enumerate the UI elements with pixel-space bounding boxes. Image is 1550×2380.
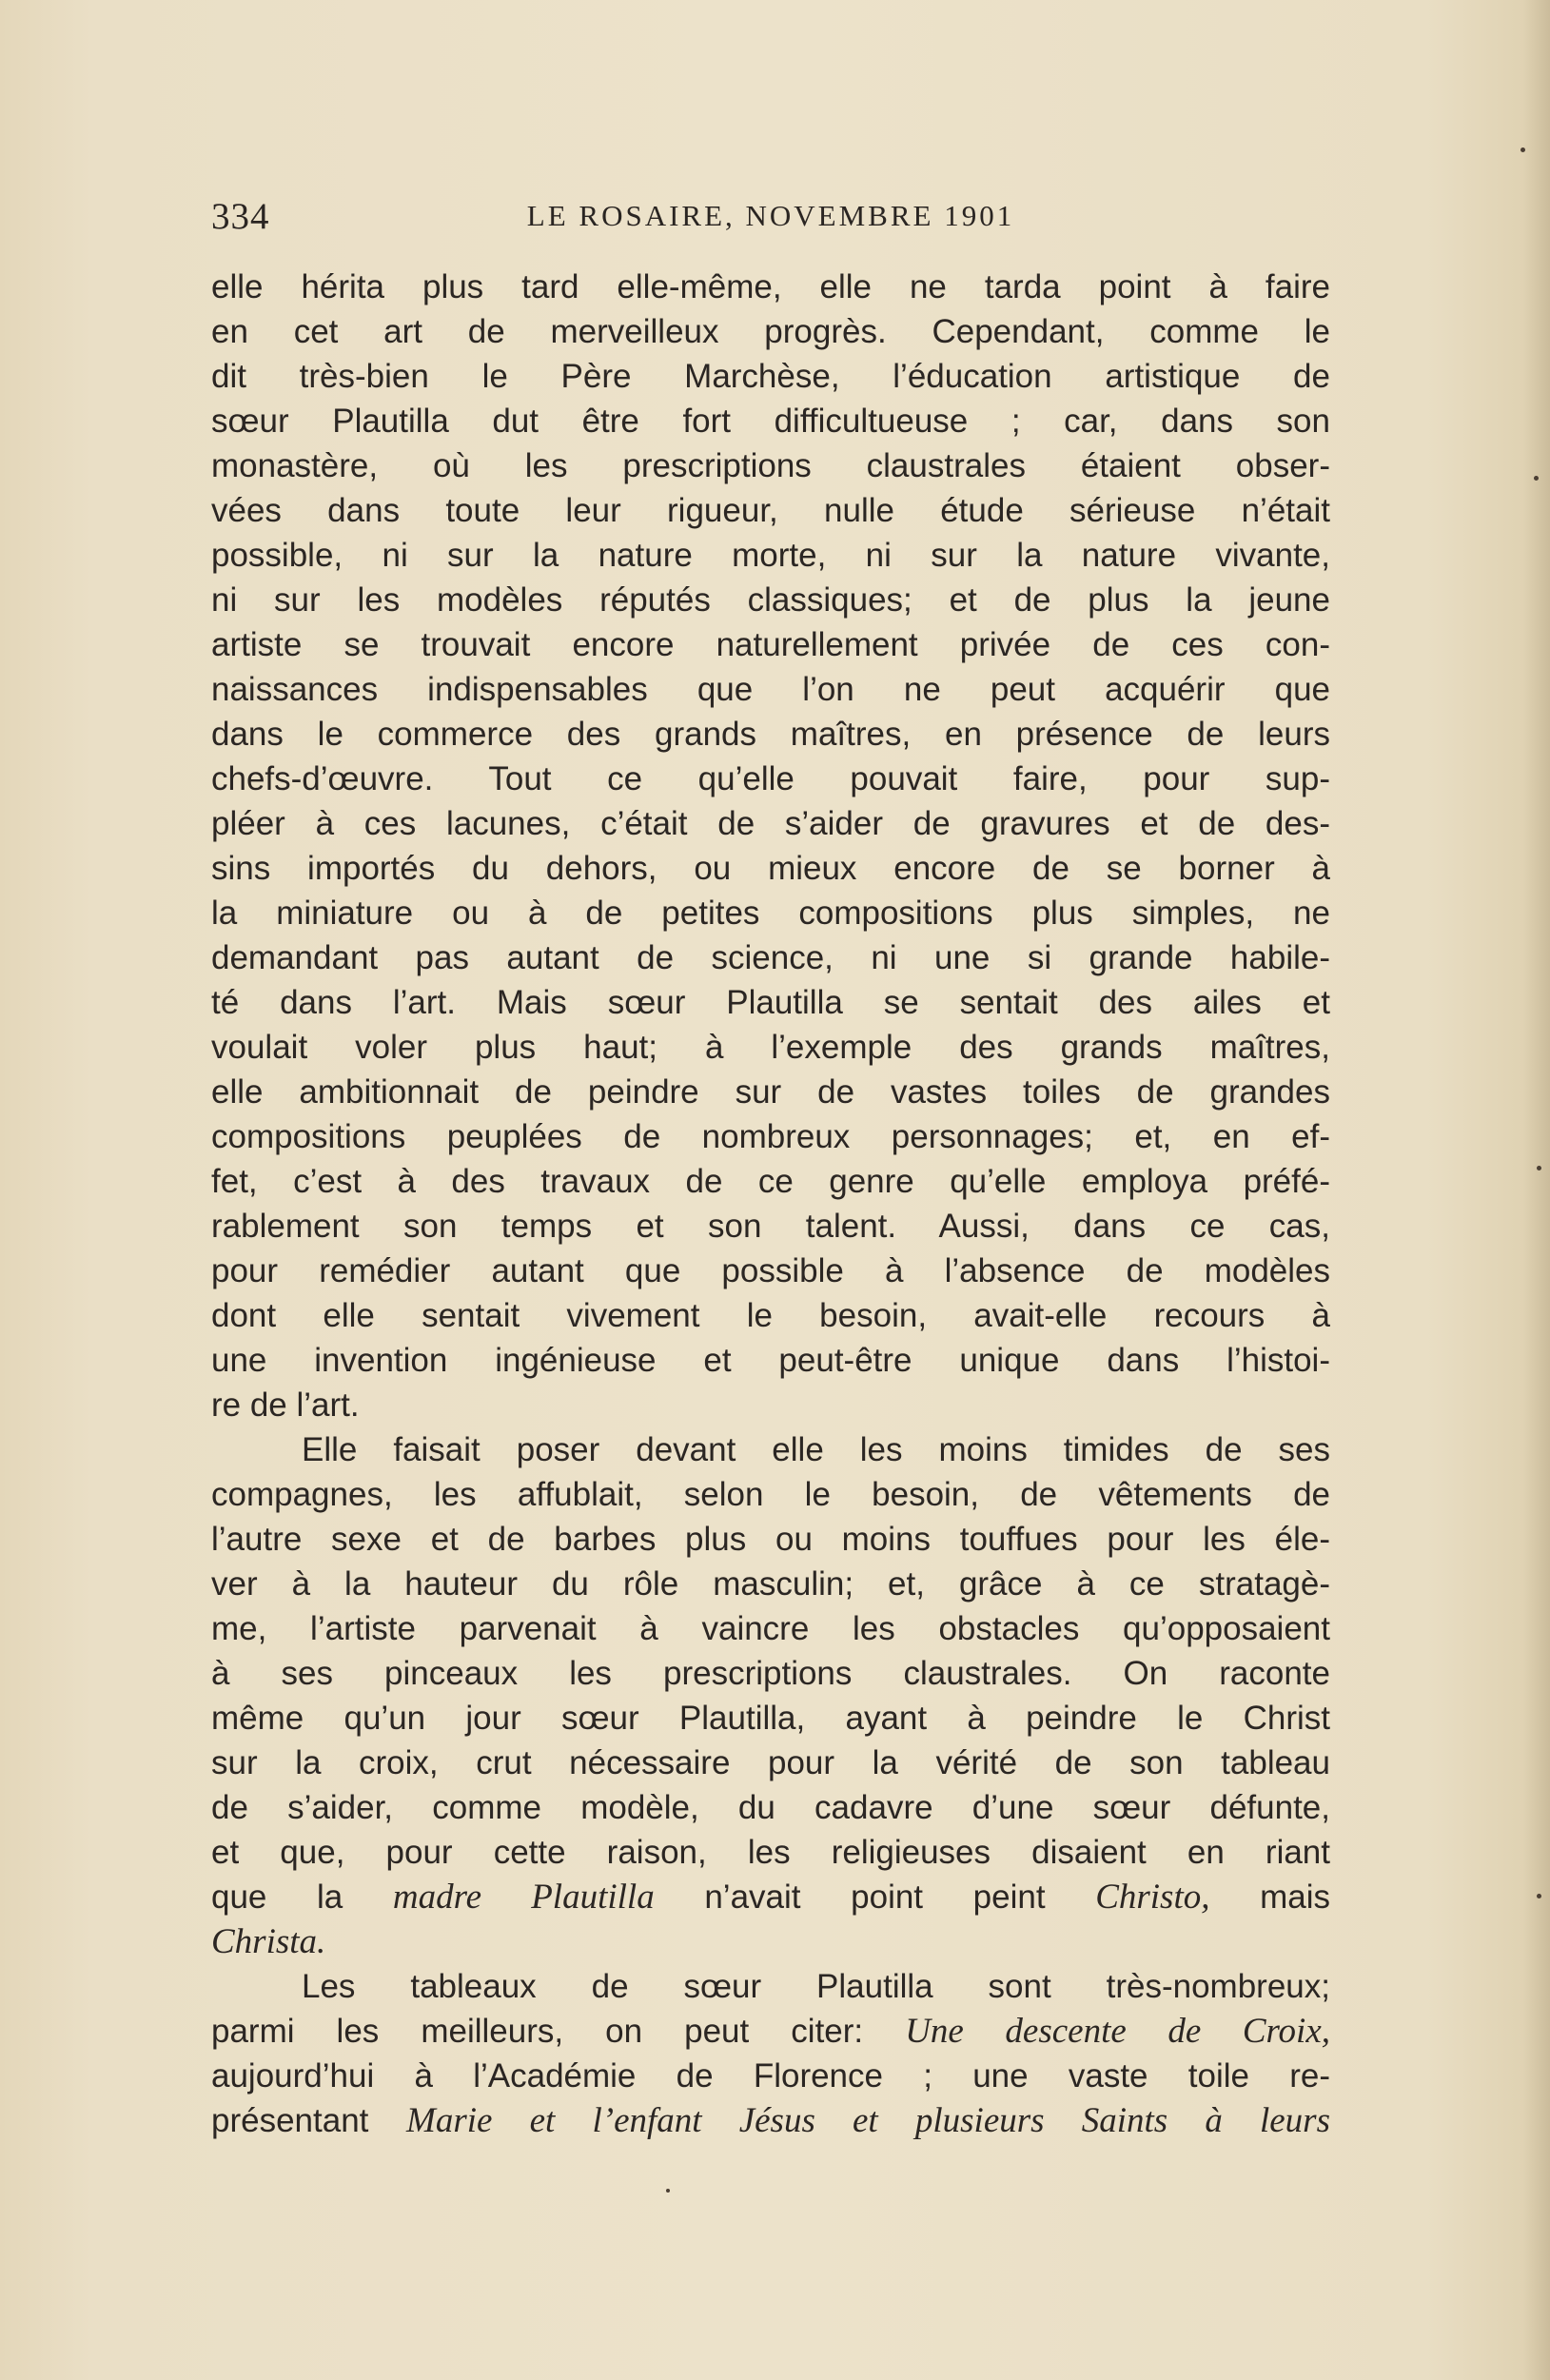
text-run: présentant [211, 2102, 407, 2139]
text-line: elle hérita plus tard elle-même, elle ne tarda point à faire [211, 268, 1330, 305]
text-line: Elle faisait poser devant elle les moins timides de ses [302, 1431, 1330, 1468]
italic-text-run: Une descente de Croix, [905, 2012, 1330, 2051]
text-line: sœur Plautilla dut être fort difficultueuse ; car, dans son [211, 403, 1330, 440]
text-line: dont elle sentait vivement le besoin, avait-elle recours à [211, 1297, 1330, 1334]
text-line: l’autre sexe et de barbes plus ou moins touffues pour les éle- [211, 1521, 1330, 1558]
text-line: compagnes, les affublait, selon le besoin, de vêtements de [211, 1476, 1330, 1513]
text-line: de s’aider, comme modèle, du cadavre d’une sœur défunte, [211, 1789, 1330, 1826]
paper-speck [1537, 1166, 1541, 1170]
text-line: aujourd’hui à l’Académie de Florence ; une vaste toile re- [211, 2057, 1330, 2095]
page-header [211, 195, 1330, 252]
text-line: possible, ni sur la nature morte, ni sur la nature vivante, [211, 537, 1330, 574]
text-line: dit très-bien le Père Marchèse, l’éducation artistique de [211, 358, 1330, 395]
text-line: ni sur les modèles réputés classiques; et de plus la jeune [211, 581, 1330, 619]
text-run: n’avait point peint [654, 1878, 1096, 1916]
text-line: artiste se trouvait encore naturellement privée de ces con- [211, 626, 1330, 663]
text-line: elle ambitionnait de peindre sur de vastes toiles de grandes [211, 1073, 1330, 1111]
paper-speck [1537, 1894, 1541, 1898]
text-line: à ses pinceaux les prescriptions claustrales. On raconte [211, 1655, 1330, 1692]
paper-speck [1521, 148, 1525, 152]
text-line: sins importés du dehors, ou mieux encore de se borner à [211, 850, 1330, 887]
running-title: LE ROSAIRE, NOVEMBRE 1901 [526, 199, 1015, 232]
page-number: 334 [211, 196, 270, 237]
text-line: demandant pas autant de science, ni une si grande habile- [211, 939, 1330, 976]
text-line: la miniature ou à de petites compositions plus simples, ne [211, 895, 1330, 932]
text-line: Les tableaux de sœur Plautilla sont très-nombreux; [302, 1968, 1330, 2005]
body-text [211, 265, 1330, 2143]
text-line [211, 1875, 1330, 1919]
italic-text-run: madre Plautilla [392, 1878, 655, 1917]
text-line: voulait voler plus haut; à l’exemple des grands maîtres, [211, 1029, 1330, 1066]
text-line: une invention ingénieuse et peut-être unique dans l’histoi- [211, 1342, 1330, 1379]
text-line: dans le commerce des grands maîtres, en présence de leurs [211, 716, 1330, 753]
italic-text-run: Christa. [211, 1922, 326, 1961]
text-line: ver à la hauteur du rôle masculin; et, grâce à ce stratagè- [211, 1565, 1330, 1603]
text-line [211, 2009, 1330, 2054]
text-run: que la [211, 1878, 393, 1916]
italic-text-run: Marie et l’enfant Jésus et plusieurs Saints à leurs [406, 2101, 1330, 2140]
text-line [211, 2098, 1330, 2143]
text-line: en cet art de merveilleux progrès. Cependant, comme le [211, 313, 1330, 350]
text-line: fet, c’est à des travaux de ce genre qu’elle employa préfé- [211, 1163, 1330, 1200]
text-run: mais [1209, 1878, 1331, 1916]
text-line: monastère, où les prescriptions claustrales étaient obser- [211, 447, 1330, 484]
text-line: pour remédier autant que possible à l’absence de modèles [211, 1252, 1330, 1289]
text-line: et que, pour cette raison, les religieuses disaient en riant [211, 1834, 1330, 1871]
text-line: re de l’art. [211, 1387, 360, 1424]
text-line: pléer à ces lacunes, c’était de s’aider de gravures et de des- [211, 805, 1330, 842]
text-line: naissances indispensables que l’on ne peut acquérir que [211, 671, 1330, 708]
text-line [211, 1919, 1330, 1964]
text-line: même qu’un jour sœur Plautilla, ayant à peindre le Christ [211, 1700, 1330, 1737]
text-line: compositions peuplées de nombreux personnages; et, en ef- [211, 1118, 1330, 1155]
text-line: rablement son temps et son talent. Aussi, dans ce cas, [211, 1208, 1330, 1245]
text-run: parmi les meilleurs, on peut citer: [211, 2013, 906, 2050]
text-line: me, l’artiste parvenait à vaincre les obstacles qu’opposaient [211, 1610, 1330, 1647]
text-line: vées dans toute leur rigueur, nulle étude sérieuse n’était [211, 492, 1330, 529]
paper-speck [1534, 476, 1539, 481]
text-line: chefs-d’œuvre. Tout ce qu’elle pouvait faire, pour sup- [211, 760, 1330, 797]
paper-speck [666, 2189, 670, 2193]
italic-text-run: Christo, [1095, 1878, 1210, 1917]
text-line: sur la croix, crut nécessaire pour la vérité de son tableau [211, 1744, 1330, 1781]
text-line: té dans l’art. Mais sœur Plautilla se sentait des ailes et [211, 984, 1330, 1021]
page-edge-shadow [1523, 0, 1550, 2380]
